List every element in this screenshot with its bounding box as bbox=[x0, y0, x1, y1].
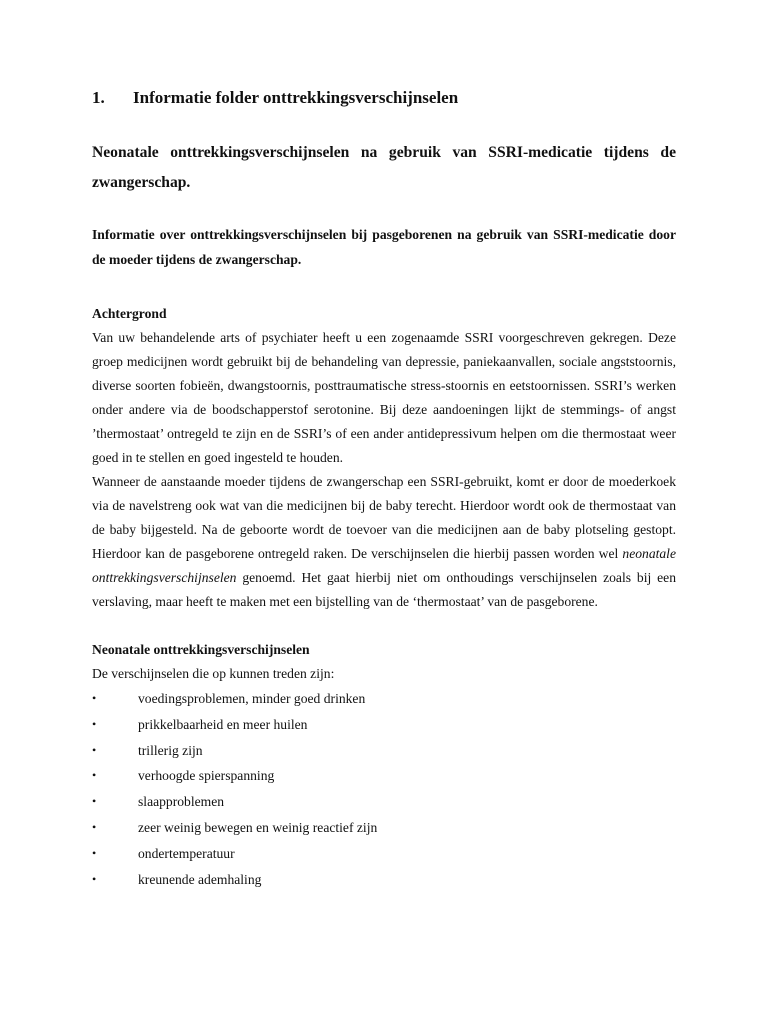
list-item bbox=[92, 789, 676, 815]
list-item-text: kreunende ademhaling bbox=[138, 871, 262, 887]
background-title: Achtergrond bbox=[92, 306, 167, 321]
list-item bbox=[92, 738, 676, 764]
symptoms-list bbox=[92, 686, 676, 892]
chapter-title: Informatie folder onttrekkingsverschijnselen bbox=[133, 88, 459, 107]
bullet-icon: • bbox=[92, 742, 97, 757]
list-item-text: prikkelbaarheid en meer huilen bbox=[138, 716, 308, 732]
list-item bbox=[92, 867, 676, 893]
symptoms-section bbox=[92, 638, 676, 892]
paragraph-2-italic-term: neonatale onttrekkingsverschijnselen bbox=[92, 546, 676, 585]
bullet-icon: • bbox=[92, 819, 97, 834]
background-section bbox=[92, 302, 676, 614]
intro-heading: Informatie over onttrekkingsverschijnselen bij pasgeborenen na gebruik van SSRI-medicatie door de moeder tijdens de zwangerschap. bbox=[92, 227, 676, 267]
document-subtitle: Neonatale onttrekkingsverschijnselen na gebruik van SSRI-medicatie tijdens de zwangerschap. bbox=[92, 144, 676, 191]
list-item bbox=[92, 815, 676, 841]
list-item-text: zeer weinig bewegen en weinig reactief zijn bbox=[138, 819, 378, 835]
bullet-icon: • bbox=[92, 691, 97, 705]
bullet-icon: • bbox=[92, 794, 97, 809]
paragraph-2-text-start: Wanneer de aanstaande moeder tijdens de zwangerschap een SSRI-gebruikt, komt er door de moederkoek via de navelstreng ook wat van die medicijnen bij de baby terecht. Hierdoor wordt ook de thermostaat van de baby bijgesteld. Na de geboorte wordt de toevoer van die medicijnen aan de baby plotseling gestopt. Hierdoor kan de pasgeborene ontregeld raken. De verschijnselen die hierbij passen worden wel bbox=[92, 474, 676, 561]
paragraph-2-text-end: genoemd. Het gaat hierbij niet om onthoudings verschijnselen zoals bij een verslaving, maar heeft te maken met een bijstelling van de ‘thermostaat’ van de pasgeborene. bbox=[92, 570, 676, 609]
symptoms-title: Neonatale onttrekkingsverschijnselen bbox=[92, 642, 310, 657]
background-paragraph-1: Van uw behandelende arts of psychiater heeft u een zogenaamde SSRI voorgeschreven gekregen. Deze groep medicijnen wordt gebruikt bij de behandeling van depressie, paniekaanvallen, sociale angststoornis, diverse soorten fobieën, dwangstoornis, posttraumatische stress-stoornis en eetstoornissen. SSRI’s werken onder andere via de boodschapperstof serotonine. Bij deze aandoeningen lijkt de stemmings- of angst ’thermostaat’ ontregeld te zijn en de SSRI’s of een ander antidepressivum helpen om die thermostaat weer goed in te stellen en goed ingesteld te houden. bbox=[92, 330, 676, 465]
bullet-icon: • bbox=[92, 768, 97, 783]
background-paragraph-2 bbox=[92, 470, 676, 614]
bullet-icon: • bbox=[92, 871, 97, 886]
list-item-text: trillerig zijn bbox=[138, 742, 203, 758]
list-item bbox=[92, 686, 676, 712]
chapter-number: 1. bbox=[92, 88, 105, 107]
document-page bbox=[92, 84, 676, 892]
list-item-text: voedingsproblemen, minder goed drinken bbox=[138, 691, 366, 706]
symptoms-lead: De verschijnselen die op kunnen treden zijn: bbox=[92, 666, 335, 681]
list-item-text: slaapproblemen bbox=[138, 794, 225, 810]
list-item bbox=[92, 712, 676, 738]
list-item bbox=[92, 763, 676, 789]
chapter-heading bbox=[92, 84, 676, 112]
list-item-text: verhoogde spierspanning bbox=[138, 768, 275, 784]
bullet-icon: • bbox=[92, 716, 97, 731]
list-item bbox=[92, 841, 676, 867]
list-item-text: ondertemperatuur bbox=[138, 845, 235, 861]
bullet-icon: • bbox=[92, 845, 97, 860]
